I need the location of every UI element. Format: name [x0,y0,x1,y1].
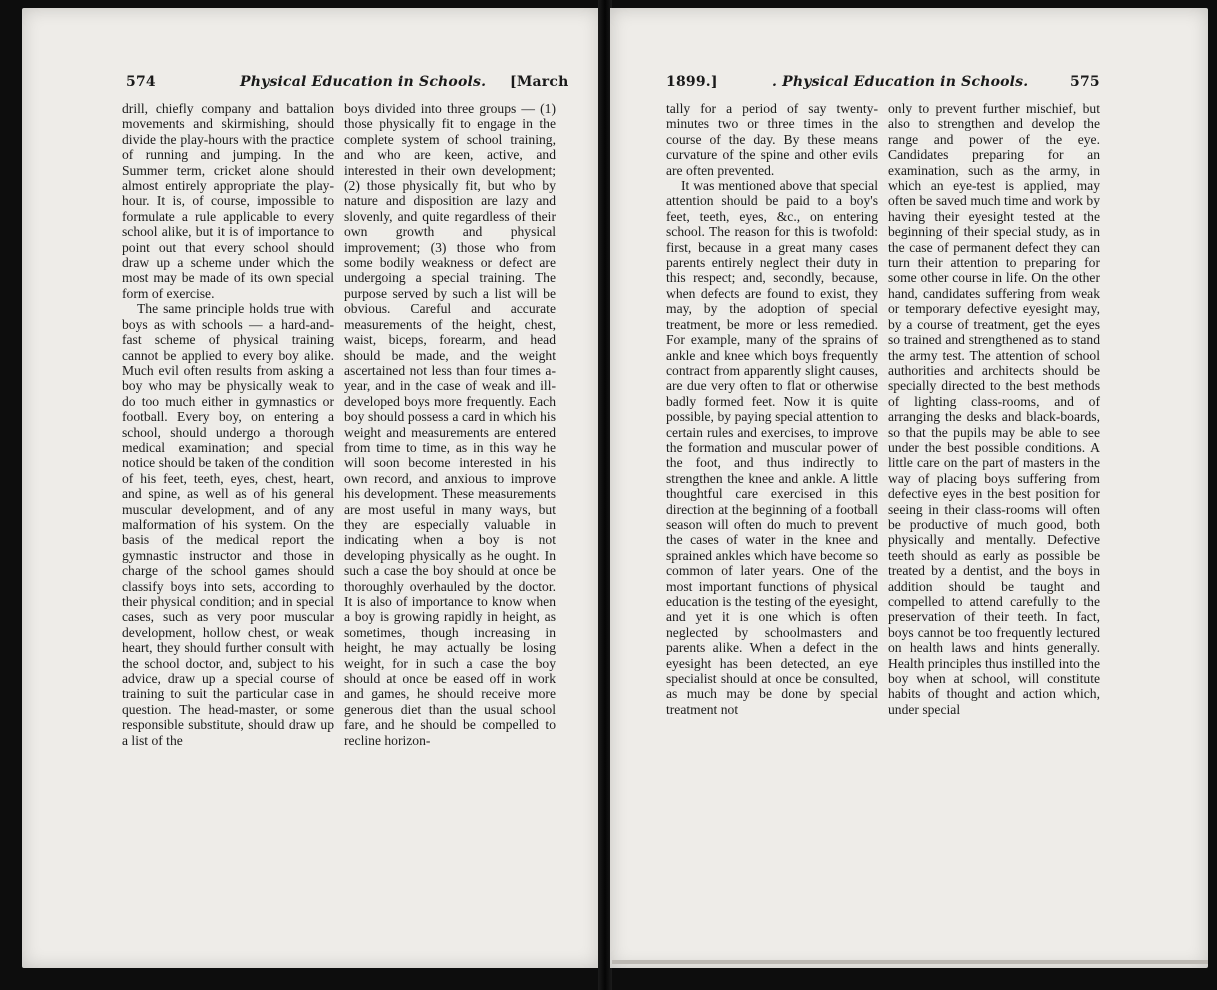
page-edge [612,960,1208,964]
paragraph: tally for a period of say twenty-minutes two or three times in the course of the day. By these means curvature of the spine and other evils are often prevented. [666,101,878,178]
right-page-number: 575 [1070,74,1100,90]
right-column-2 [888,101,1100,717]
left-page-number: 574 [126,74,156,90]
right-page [610,8,1208,968]
paragraph: only to prevent further mischief, but also to strengthen and develop the range and power of the eye. Candidates preparing for an examination, such as the army, in which an eye-test is applied, may often be saved much time and work by having their eyesight tested at the beginning of their special study, as in the case of permanent defect they can turn their attention to preparing for some other course in life. On the other hand, candidates suffering from weak or temporary defective eyesight may, by a course of treatment, get the eyes so trained and strengthened as to stand the army test. The attention of school authorities and architects should be specially directed to the best methods of lighting class-rooms, and of arranging the desks and black-boards, so that the pupils may be able to see under the best possible conditions. A little care on the part of masters in the way of placing boys suffering from defective eyes in the best position for seeing in their class-rooms will often be productive of much good, both physically and mentally. Defective teeth should as early as possible be treated by a dentist, and the boys in addition should be taught and compelled to attend carefully to the preservation of their teeth. In fact, boys cannot be too frequently lectured on health laws and hints generally. Health principles thus instilled into the boy when at school, will constitute habits of thought and action which, under special [888,101,1100,717]
right-running-title: . Physical Education in Schools. [772,74,1029,90]
left-date-label: [March [510,74,569,90]
left-column-1 [122,101,334,748]
left-column-2 [344,101,556,748]
left-page [22,8,600,968]
left-page-header [22,74,600,94]
left-running-title: Physical Education in Schools. [240,74,487,90]
right-column-1 [666,101,878,717]
right-page-header [610,74,1208,94]
paragraph: drill, chiefly company and battalion movements and skirmishing, should divide the play-hours with the practice of running and jumping. In the Summer term, cricket alone should almost entirely appropriate the play-hour. It is, of course, impossible to formulate a rule applicable to every school alike, but it is of importance to point out that every school should draw up a scheme under which the most may be made of its own special form of exercise. [122,101,334,301]
paragraph: boys divided into three groups — (1) those physically fit to engage in the complete system of school training, and who are keen, active, and interested in their own development; (2) those physically fit, but who by nature and disposition are lazy and slovenly, and quite regardless of their own growth and physical improvement; (3) those who from some bodily weakness or defect are undergoing a special training. The purpose served by such a list will be obvious. Careful and accurate measurements of the height, chest, waist, biceps, forearm, and head should be made, and the weight ascertained not less than four times a-year, and in the case of weak and ill-developed boys more frequently. Each boy should possess a card in which his weight and measurements are entered from time to time, as in this way he will soon become interested in his own record, and anxious to improve his development. These measurements are most useful in many ways, but they are especially valuable in indicating when a boy is not developing physically as he ought. In such a case the boy should at once be thoroughly overhauled by the doctor. It is also of importance to know when a boy is growing rapidly in height, as sometimes, though increasing in height, he may actually be losing weight, for in such a case the boy should at once be eased off in work and games, he should receive more generous diet than the usual school fare, and he should be compelled to recline horizon- [344,101,556,748]
paragraph: The same principle holds true with boys as with schools — a hard-and-fast scheme of physical training cannot be applied to every boy alike. Much evil often results from asking a boy who may be physically weak to do too much either in gymnastics or football. Every boy, on entering a school, should undergo a thorough medical examination; and special notice should be taken of the condition of his feet, teeth, eyes, chest, heart, and spine, as well as of his general muscular development, and of any malformation of his system. On the basis of the medical report the gymnastic instructor and those in charge of the school games should classify boys into sets, according to their physical condition; and in special cases, such as very poor muscular development, hollow chest, or weak heart, they should further consult with the school doctor, and, subject to his advice, draw up a special course of training to suit the particular case in question. The head-master, or some responsible substitute, should draw up a list of the [122,301,334,748]
paragraph: It was mentioned above that special attention should be paid to a boy's feet, teeth, eyes, &c., on entering school. The reason for this is twofold: first, because in a great many cases parents entirely neglect their duty in this respect; and, secondly, because, when defects are found to exist, they may, by the adoption of special treatment, be more or less remedied. For example, many of the sprains of ankle and knee which boys frequently contract from apparently slight causes, are due very often to flat or otherwise badly formed feet. Now it is quite possible, by paying special attention to certain rules and exercises, to improve the formation and muscular power of the foot, and thus indirectly to strengthen the knee and ankle. A little thoughtful care exercised in this direction at the beginning of a football season will often do much to prevent the cases of water in the knee and sprained ankles which have become so common of later years. One of the most important functions of physical education is the testing of the eyesight, and yet it is one which is often neglected by schoolmasters and parents alike. When a defect in the eyesight has been detected, an eye specialist should at once be consulted, as much may be done by special treatment not [666,178,878,717]
right-year-label: 1899.] [666,74,718,90]
